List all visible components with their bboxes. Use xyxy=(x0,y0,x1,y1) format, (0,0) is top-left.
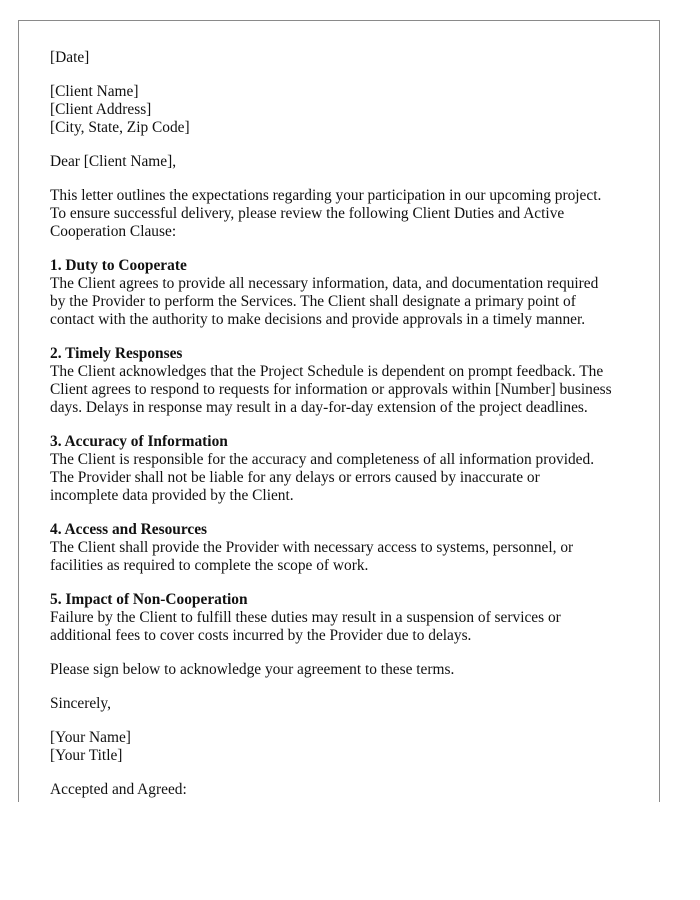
salutation-block xyxy=(50,153,650,171)
client-address: [Client Address] xyxy=(50,101,152,118)
letter-date: [Date] xyxy=(50,49,90,66)
client-city-state-zip: [City, State, Zip Code] xyxy=(50,119,190,136)
section-line: days. Delays in response may result in a day-for-day extension of the project deadlines. xyxy=(50,399,588,416)
salutation: Dear [Client Name], xyxy=(50,153,177,170)
section-line: Client agrees to respond to requests for information or approvals within [Number] business xyxy=(50,381,612,398)
date-block xyxy=(50,49,650,67)
section-line: additional fees to cover costs incurred by the Provider due to delays. xyxy=(50,627,472,644)
section-line: The Client acknowledges that the Project Schedule is dependent on prompt feedback. The xyxy=(50,363,604,380)
your-title: [Your Title] xyxy=(50,747,123,764)
letter-body xyxy=(50,49,650,802)
section-heading: 4. Access and Resources xyxy=(50,521,208,538)
section-access-and-resources xyxy=(50,521,650,575)
closing: Sincerely, xyxy=(50,695,111,712)
section-line: Failure by the Client to fulfill these duties may result in a suspension of services or xyxy=(50,609,561,626)
accepted-block xyxy=(50,781,650,799)
section-line: The Provider shall not be liable for any delays or errors caused by inaccurate or xyxy=(50,469,540,486)
closing-block xyxy=(50,695,650,713)
accepted-and-agreed: Accepted and Agreed: xyxy=(50,781,187,798)
sign-request-block xyxy=(50,661,650,679)
intro-paragraph xyxy=(50,187,650,241)
section-heading: 3. Accuracy of Information xyxy=(50,433,228,450)
letter-page xyxy=(18,20,660,802)
intro-line: To ensure successful delivery, please review the following Client Duties and Active xyxy=(50,205,565,222)
client-address-block xyxy=(50,83,650,137)
section-line: incomplete data provided by the Client. xyxy=(50,487,294,504)
section-line: by the Provider to perform the Services. The Client shall designate a primary point of xyxy=(50,293,576,310)
section-heading: 2. Timely Responses xyxy=(50,345,183,362)
section-accuracy-of-information xyxy=(50,433,650,505)
section-line: The Client is responsible for the accuracy and completeness of all information provided. xyxy=(50,451,595,468)
your-name: [Your Name] xyxy=(50,729,131,746)
section-line: The Client agrees to provide all necessary information, data, and documentation required xyxy=(50,275,599,292)
section-line: facilities as required to complete the scope of work. xyxy=(50,557,369,574)
section-duty-to-cooperate xyxy=(50,257,650,329)
section-impact-of-non-cooperation xyxy=(50,591,650,645)
intro-line: Cooperation Clause: xyxy=(50,223,177,240)
client-name: [Client Name] xyxy=(50,83,139,100)
signature-block xyxy=(50,729,650,765)
section-timely-responses xyxy=(50,345,650,417)
sign-request: Please sign below to acknowledge your agreement to these terms. xyxy=(50,661,455,678)
section-line: contact with the authority to make decisions and provide approvals in a timely manner. xyxy=(50,311,586,328)
section-heading: 5. Impact of Non-Cooperation xyxy=(50,591,248,608)
intro-line: This letter outlines the expectations regarding your participation in our upcoming project. xyxy=(50,187,602,204)
section-heading: 1. Duty to Cooperate xyxy=(50,257,187,274)
section-line: The Client shall provide the Provider with necessary access to systems, personnel, or xyxy=(50,539,574,556)
